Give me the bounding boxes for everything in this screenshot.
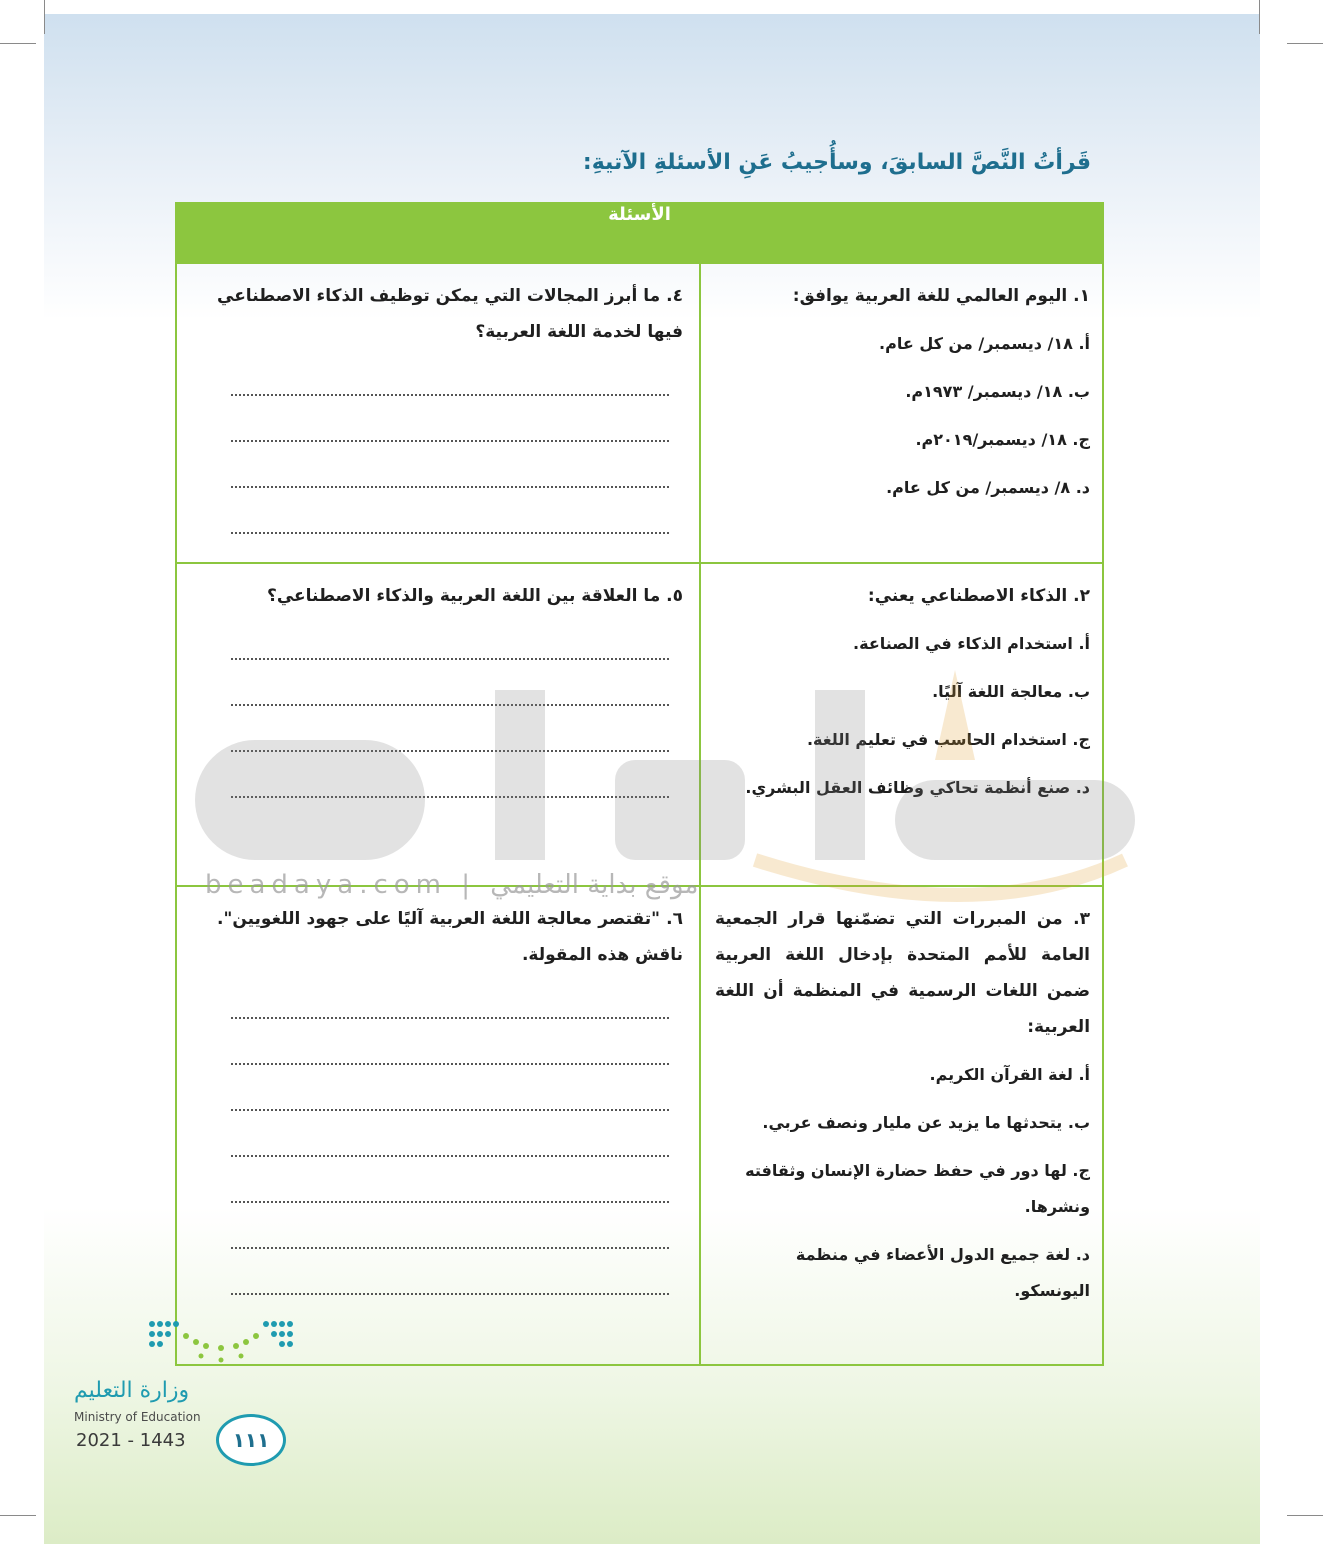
answer-line[interactable] bbox=[231, 532, 669, 534]
page-heading: قَرأتُ النَّصَّ السابقَ، وسأُجيبُ عَنِ الأسئلةِ الآتيةِ: bbox=[582, 150, 1091, 175]
question-2-cell bbox=[700, 563, 1103, 886]
question-4-text: ٤. ما أبرز المجالات التي يمكن توظيف الذكاء الاصطناعي فيها لخدمة اللغة العربية؟ bbox=[217, 286, 684, 342]
page-edge-tab bbox=[1265, 1400, 1279, 1520]
answer-line[interactable] bbox=[231, 486, 669, 488]
question-1-option-d[interactable]: د. ٨/ ديسمبر/ من كل عام. bbox=[886, 478, 1091, 497]
answer-line[interactable] bbox=[231, 1247, 669, 1249]
question-4-cell bbox=[176, 263, 700, 563]
answer-line[interactable] bbox=[231, 394, 669, 396]
question-1-text: ١. اليوم العالمي للغة العربية يوافق: bbox=[792, 286, 1091, 306]
answer-line[interactable] bbox=[231, 1017, 669, 1019]
crop-mark bbox=[1259, 0, 1260, 34]
answer-line[interactable] bbox=[231, 750, 669, 752]
crop-mark bbox=[0, 1515, 36, 1516]
answer-lines bbox=[217, 658, 683, 798]
answer-lines bbox=[217, 394, 683, 534]
question-6-text: ٦. "تقتصر معالجة اللغة العربية آليًا على جهود اللغويين". ناقش هذه المقولة. bbox=[217, 909, 684, 965]
question-3-option-c[interactable]: ج. لها دور في حفظ حضارة الإنسان وثقافته ونشرها. bbox=[745, 1161, 1091, 1216]
question-2-option-d[interactable]: د. صنع أنظمة تحاكي وظائف العقل البشري. bbox=[745, 778, 1091, 797]
answer-line[interactable] bbox=[231, 796, 669, 798]
answer-lines bbox=[217, 1017, 683, 1295]
crop-mark bbox=[1287, 43, 1323, 44]
question-3-option-a[interactable]: أ. لغة القرآن الكريم. bbox=[929, 1065, 1091, 1084]
question-3-text: ٣. من المبررات التي تضمّنها قرار الجمعية العامة للأمم المتحدة بإدخال اللغة العربية ضمن اللغات الرسمية في المنظمة أن اللغة العربية: bbox=[715, 909, 1091, 1037]
question-3-cell bbox=[700, 886, 1103, 1365]
ministry-year: 2021 - 1443 bbox=[76, 1430, 186, 1451]
question-6-cell bbox=[176, 886, 700, 1365]
page-number: ١١١ bbox=[216, 1414, 286, 1466]
question-1-option-a[interactable]: أ. ١٨/ ديسمبر/ من كل عام. bbox=[879, 334, 1091, 353]
table-header: الأسئلة bbox=[176, 203, 1103, 263]
question-5-cell bbox=[176, 563, 700, 886]
question-5-text: ٥. ما العلاقة بين اللغة العربية والذكاء الاصطناعي؟ bbox=[266, 586, 684, 606]
answer-line[interactable] bbox=[231, 1109, 669, 1111]
ministry-name-english: Ministry of Education bbox=[74, 1410, 201, 1424]
crop-mark bbox=[44, 0, 45, 34]
question-1-option-c[interactable]: ج. ١٨/ ديسمبر/٢٠١٩م. bbox=[915, 430, 1091, 449]
ministry-logo-icon bbox=[146, 1316, 296, 1366]
question-2-text: ٢. الذكاء الاصطناعي يعني: bbox=[867, 586, 1091, 606]
answer-line[interactable] bbox=[231, 1201, 669, 1203]
question-1-option-b[interactable]: ب. ١٨/ ديسمبر/ ١٩٧٣م. bbox=[905, 382, 1091, 401]
crop-mark bbox=[0, 43, 36, 44]
question-2-option-c[interactable]: ج. استخدام الحاسب في تعليم اللغة. bbox=[806, 730, 1091, 749]
questions-table bbox=[175, 202, 1104, 1366]
watermark-url: beadaya.com | موقع بداية التعليمي bbox=[205, 870, 699, 900]
answer-line[interactable] bbox=[231, 658, 669, 660]
question-2-option-b[interactable]: ب. معالجة اللغة آليًا. bbox=[932, 682, 1091, 701]
answer-line[interactable] bbox=[231, 1155, 669, 1157]
answer-line[interactable] bbox=[231, 1063, 669, 1065]
question-2-option-a[interactable]: أ. استخدام الذكاء في الصناعة. bbox=[853, 634, 1091, 653]
answer-line[interactable] bbox=[231, 704, 669, 706]
ministry-name-arabic: وزارة التعليم bbox=[74, 1378, 190, 1403]
question-3-option-b[interactable]: ب. يتحدثها ما يزيد عن مليار ونصف عربي. bbox=[762, 1113, 1091, 1132]
question-1-cell bbox=[700, 263, 1103, 563]
answer-line[interactable] bbox=[231, 440, 669, 442]
answer-line[interactable] bbox=[231, 1293, 669, 1295]
crop-mark bbox=[1287, 1515, 1323, 1516]
question-3-option-d[interactable]: د. لغة جميع الدول الأعضاء في منظمة اليونسكو. bbox=[795, 1245, 1091, 1300]
